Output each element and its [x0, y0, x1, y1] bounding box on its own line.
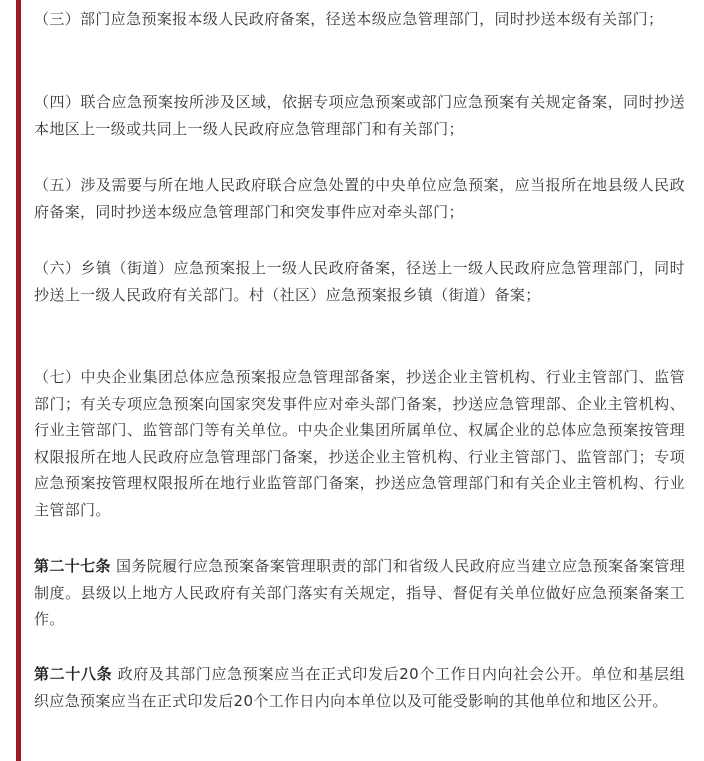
paragraph-item-3 — [34, 6, 663, 33]
article-heading: 第二十七条 — [34, 557, 111, 575]
paragraph-text: （六）乡镇（街道）应急预案报上一级人民政府备案，径送上一级人民政府应急管理部门，同时抄送上一级人民政府有关部门。村（社区）应急预案报乡镇（街道）备案； — [34, 259, 685, 304]
article-text: 国务院履行应急预案备案管理职责的部门和省级人民政府应当建立应急预案备案管理制度。县级以上地方人民政府有关部门落实有关规定，指导、督促有关单位做好应急预案备案工作。 — [34, 557, 685, 628]
article-27 — [34, 553, 685, 633]
paragraph-item-4 — [34, 89, 685, 142]
paragraph-text: （五）涉及需要与所在地人民政府联合应急处置的中央单位应急预案，应当报所在地县级人民政府备案，同时抄送本级应急管理部门和突发事件应对牵头部门； — [34, 176, 685, 221]
paragraph-item-5 — [34, 172, 685, 225]
article-28 — [34, 661, 685, 714]
paragraph-text: （七）中央企业集团总体应急预案报应急管理部备案，抄送企业主管机构、行业主管部门、监管部门；有关专项应急预案向国家突发事件应对牵头部门备案，抄送应急管理部、企业主管机构、行业主管部门、监管部门等有关单位。中央企业集团所属单位、权属企业的总体应急预案按管理权限报所在地人民政府应急管理部门备案，抄送企业主管机构、行业主管部门、监管部门；专项应急预案按管理权限报所在地行业监管部门备案，抄送应急管理部门和有关企业主管机构、行业主管部门。 — [34, 368, 685, 519]
article-text: 政府及其部门应急预案应当在正式印发后20个工作日内向社会公开。单位和基层组织应急预案应当在正式印发后20个工作日内向本单位以及可能受影响的其他单位和地区公开。 — [34, 665, 685, 710]
paragraph-text: （三）部门应急预案报本级人民政府备案，径送本级应急管理部门，同时抄送本级有关部门； — [34, 10, 664, 28]
paragraph-item-7 — [34, 364, 685, 523]
paragraph-item-6 — [34, 255, 685, 308]
paragraph-text: （四）联合应急预案按所涉及区域，依据专项应急预案或部门应急预案有关规定备案，同时抄送本地区上一级或共同上一级人民政府应急管理部门和有关部门； — [34, 93, 685, 138]
left-accent-bar — [16, 0, 21, 761]
article-heading: 第二十八条 — [34, 665, 113, 683]
